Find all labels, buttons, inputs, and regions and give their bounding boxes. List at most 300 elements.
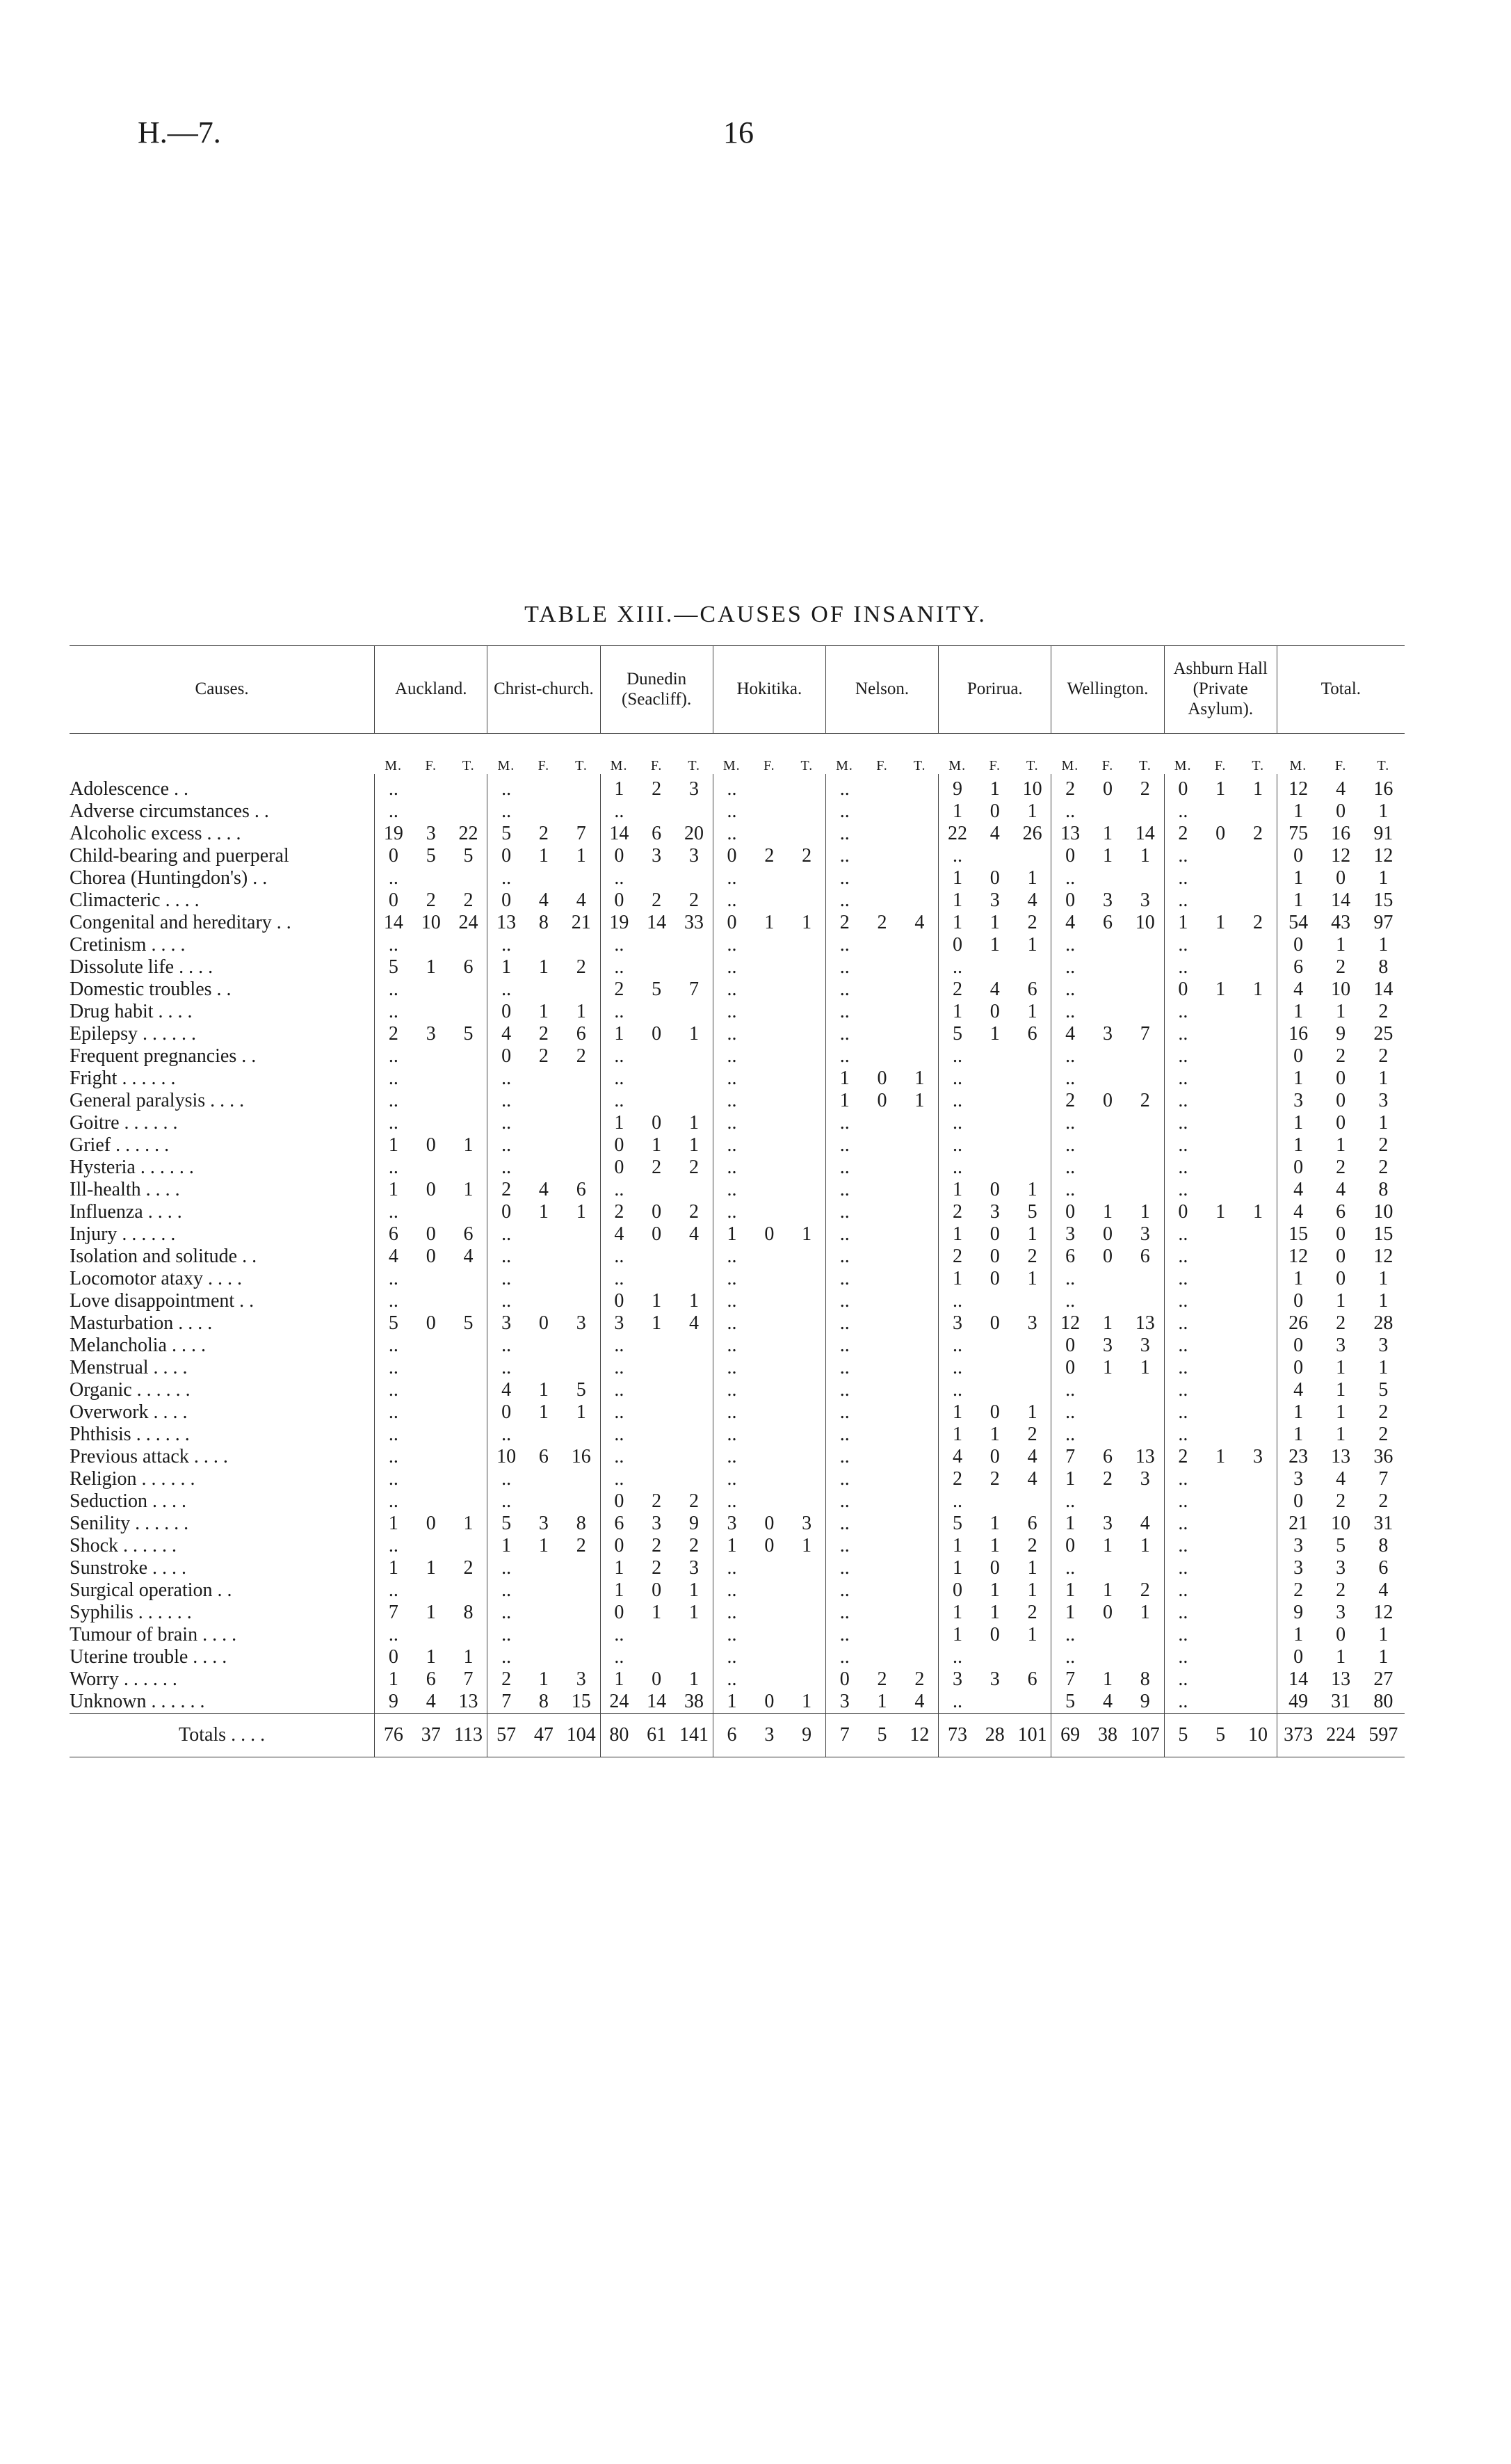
table-cell: 0: [764, 1691, 775, 1712]
table-cell: ..: [1164, 1290, 1202, 1312]
table-cell: ..: [487, 1157, 525, 1179]
table-cell: 1: [939, 800, 976, 823]
table-cell: [1089, 979, 1126, 1001]
table-cell: 5: [576, 1379, 586, 1401]
table-cell: ..: [1051, 1424, 1089, 1446]
table-cell: [563, 1357, 600, 1379]
table-cell: ..: [825, 1335, 863, 1357]
table-row: [70, 1579, 1405, 1602]
table-cell: [750, 956, 788, 979]
table-cell: ..: [600, 1646, 638, 1668]
table-cell: 0: [1102, 778, 1113, 800]
table-cell: [1126, 1646, 1164, 1668]
table-cell: [901, 1557, 939, 1579]
table-cell: 36: [1373, 1446, 1393, 1467]
table-cell: ..: [600, 1068, 638, 1090]
table-cell: 1: [1378, 1112, 1389, 1134]
table-cell: ..: [713, 1379, 750, 1401]
table-cell: ..: [713, 1068, 750, 1090]
table-cell: [1202, 1223, 1239, 1246]
table-cell: ..: [825, 889, 863, 912]
table-cell: 0: [1336, 867, 1346, 889]
table-cell: [788, 867, 825, 889]
table-cell: 2: [688, 889, 699, 911]
table-cell: [1202, 1379, 1239, 1401]
table-cell: ..: [825, 1157, 863, 1179]
table-cell: [675, 956, 713, 979]
table-cell: [412, 979, 450, 1001]
table-cell: 28: [1373, 1312, 1393, 1334]
sub-header-4-0: M.: [836, 758, 853, 773]
table-cell: ..: [939, 1112, 976, 1134]
table-cell: 1: [426, 956, 436, 978]
table-cell: [412, 1157, 450, 1179]
table-cell: [1126, 1045, 1164, 1068]
table-cell: [750, 889, 788, 912]
table-cell: 107: [1126, 1714, 1164, 1757]
table-cell: [525, 1602, 563, 1624]
table-cell: [1239, 845, 1277, 867]
table-cell: ..: [375, 1535, 412, 1557]
table-cell: [1202, 1179, 1239, 1201]
table-cell: 1: [688, 1112, 699, 1134]
table-cell: ..: [713, 956, 750, 979]
table-cell: 0: [939, 934, 976, 956]
table-cell: [788, 1045, 825, 1068]
table-cell: [750, 934, 788, 956]
table-cell: [1202, 1424, 1239, 1446]
table-cell: 22: [939, 823, 976, 845]
table-cell: ..: [939, 1490, 976, 1513]
table-row: [70, 889, 1405, 912]
table-cell: 9: [375, 1691, 412, 1714]
table-cell: [864, 774, 901, 800]
table-cell: 0: [652, 1668, 662, 1690]
table-cell: [976, 1357, 1014, 1379]
table-cell: [864, 1624, 901, 1646]
table-row: [70, 934, 1405, 956]
table-cell: 0: [487, 1045, 525, 1068]
table-cell: 27: [1373, 1668, 1393, 1690]
table-cell: ..: [1164, 1312, 1202, 1335]
table-cell: [563, 1090, 600, 1112]
table-cell: 3: [1277, 1535, 1319, 1557]
table-cell: 4: [487, 1023, 525, 1045]
table-cell: 4: [1277, 1201, 1319, 1223]
table-cell: [901, 1602, 939, 1624]
table-cell: 7: [1051, 1446, 1089, 1468]
table-cell: 12: [1373, 845, 1393, 867]
table-cell: 4: [463, 1246, 474, 1267]
table-cell: 9: [1336, 1023, 1346, 1045]
table-cell: 3: [538, 1513, 549, 1534]
table-cell: 1: [688, 1579, 699, 1601]
table-cell: [864, 1023, 901, 1045]
table-cell: 1: [600, 774, 638, 800]
table-cell: 0: [487, 889, 525, 912]
table-cell: [901, 845, 939, 867]
table-cell: [864, 800, 901, 823]
table-cell: 19: [375, 823, 412, 845]
table-cell: 1: [989, 934, 1000, 956]
table-cell: 6: [1378, 1557, 1389, 1579]
table-cell: [788, 1602, 825, 1624]
table-row: [70, 1490, 1405, 1513]
table-cell: 0: [487, 1201, 525, 1223]
cause-name: Totals . . . .: [70, 1714, 375, 1757]
table-cell: 1: [688, 1290, 699, 1312]
table-cell: [1202, 956, 1239, 979]
table-cell: ..: [713, 1557, 750, 1579]
table-cell: [638, 1468, 675, 1490]
group-header-8: Total.: [1277, 646, 1405, 734]
table-cell: 3: [1102, 1335, 1113, 1356]
table-cell: [450, 1090, 487, 1112]
table-cell: 9: [688, 1513, 699, 1534]
table-cell: 2: [688, 1157, 699, 1178]
table-cell: 91: [1373, 823, 1393, 844]
table-cell: [901, 1023, 939, 1045]
cause-name: Previous attack . . . .: [70, 1446, 228, 1467]
table-cell: 2: [825, 912, 863, 934]
table-cell: [1126, 1490, 1164, 1513]
table-cell: 6: [426, 1668, 436, 1690]
table-cell: 0: [989, 800, 1000, 822]
table-cell: [788, 1246, 825, 1268]
table-cell: 1: [1336, 934, 1346, 956]
table-cell: ..: [600, 1424, 638, 1446]
cause-name: Dissolute life . . . .: [70, 956, 213, 978]
table-cell: [638, 1268, 675, 1290]
table-cell: 4: [1336, 1468, 1346, 1490]
group-header-0: Auckland.: [375, 646, 487, 734]
table-cell: [901, 1312, 939, 1335]
table-cell: 3: [1336, 1602, 1346, 1623]
table-cell: [750, 1357, 788, 1379]
table-cell: ..: [939, 1379, 976, 1401]
table-row: [70, 1424, 1405, 1446]
sub-header-5-2: T.: [1026, 758, 1039, 773]
table-cell: ..: [1051, 1001, 1089, 1023]
table-cell: [638, 956, 675, 979]
table-cell: 1: [1378, 934, 1389, 956]
cause-name: Epilepsy . . . . . .: [70, 1023, 196, 1045]
table-cell: 16: [1373, 778, 1393, 800]
table-cell: 3: [600, 1312, 638, 1335]
table-cell: ..: [1051, 1557, 1089, 1579]
table-cell: ..: [1051, 1624, 1089, 1646]
table-row: [70, 1090, 1405, 1112]
table-cell: 0: [1051, 1357, 1089, 1379]
table-cell: ..: [487, 1134, 525, 1157]
table-cell: [864, 956, 901, 979]
table-cell: [450, 1045, 487, 1068]
table-cell: 12: [1277, 1246, 1319, 1268]
table-row: [70, 1646, 1405, 1668]
table-cell: 4: [600, 1223, 638, 1246]
cause-name: Drug habit . . . .: [70, 1001, 193, 1022]
table-cell: 1: [487, 956, 525, 979]
table-cell: 3: [939, 1312, 976, 1335]
table-cell: [412, 1001, 450, 1023]
table-cell: 0: [600, 1134, 638, 1157]
table-cell: 1: [877, 1691, 887, 1712]
table-cell: [675, 934, 713, 956]
table-cell: [1089, 800, 1126, 823]
cause-name: Sunstroke . . . .: [70, 1557, 186, 1579]
table-row: [70, 823, 1405, 845]
table-cell: 0: [1277, 1357, 1319, 1379]
table-cell: 0: [877, 1090, 887, 1111]
table-cell: [675, 800, 713, 823]
sub-header-8-0: M.: [1289, 758, 1307, 773]
table-cell: 0: [1102, 1246, 1113, 1267]
table-cell: [675, 1357, 713, 1379]
table-cell: [1089, 1068, 1126, 1090]
table-cell: [412, 1490, 450, 1513]
table-cell: [1089, 1646, 1126, 1668]
table-cell: [788, 1468, 825, 1490]
table-cell: [788, 1490, 825, 1513]
table-cell: 1: [713, 1223, 750, 1246]
table-cell: [1202, 1646, 1239, 1668]
table-cell: 14: [1277, 1668, 1319, 1691]
table-cell: [1239, 1068, 1277, 1090]
table-cell: ..: [487, 1268, 525, 1290]
table-cell: 13: [1331, 1668, 1351, 1690]
table-cell: 1: [1051, 1468, 1089, 1490]
table-cell: [638, 1424, 675, 1446]
table-cell: [1202, 1001, 1239, 1023]
table-cell: [750, 867, 788, 889]
table-cell: 1: [989, 1023, 1000, 1045]
table-cell: [1126, 1068, 1164, 1090]
table-cell: [525, 1068, 563, 1090]
table-row: [70, 1045, 1405, 1068]
table-cell: [1126, 1268, 1164, 1290]
table-cell: [1202, 1513, 1239, 1535]
table-cell: 2: [1378, 1157, 1389, 1178]
table-cell: [563, 1424, 600, 1446]
table-cell: [901, 1401, 939, 1424]
sub-header-1-0: M.: [497, 758, 515, 773]
table-cell: 1: [538, 1535, 549, 1556]
table-cell: 20: [684, 823, 704, 844]
table-cell: [901, 1535, 939, 1557]
table-cell: 3: [1140, 1335, 1150, 1356]
table-cell: 1: [1215, 912, 1226, 933]
table-cell: ..: [825, 1624, 863, 1646]
table-cell: 0: [1051, 889, 1089, 912]
table-cell: 14: [1135, 823, 1155, 844]
table-cell: ..: [600, 934, 638, 956]
table-cell: ..: [713, 1290, 750, 1312]
table-cell: 49: [1277, 1691, 1319, 1714]
table-cell: 6: [713, 1714, 750, 1757]
table-cell: [976, 1290, 1014, 1312]
table-cell: [675, 1468, 713, 1490]
table-cell: [1126, 1424, 1164, 1446]
table-cell: [750, 1557, 788, 1579]
table-cell: [1089, 956, 1126, 979]
table-cell: [1089, 1001, 1126, 1023]
table-row: [70, 1134, 1405, 1157]
table-cell: 0: [825, 1668, 863, 1691]
table-cell: ..: [375, 1001, 412, 1023]
table-cell: ..: [375, 1624, 412, 1646]
table-cell: ..: [1164, 1602, 1202, 1624]
table-cell: ..: [713, 823, 750, 845]
table-cell: [412, 1201, 450, 1223]
group-header-row: [70, 646, 1405, 734]
table-cell: [788, 1335, 825, 1357]
table-row: [70, 1602, 1405, 1624]
table-cell: ..: [713, 1490, 750, 1513]
table-cell: [525, 1246, 563, 1268]
table-cell: 1: [1027, 1624, 1037, 1645]
table-cell: [412, 1290, 450, 1312]
table-cell: [901, 1179, 939, 1201]
table-cell: [412, 1624, 450, 1646]
table-cell: [1239, 1090, 1277, 1112]
table-cell: ..: [1164, 1646, 1202, 1668]
table-cell: 15: [1373, 889, 1393, 911]
table-cell: ..: [375, 1201, 412, 1223]
table-cell: ..: [825, 1646, 863, 1668]
table-cell: [525, 1490, 563, 1513]
table-cell: 13: [458, 1691, 478, 1712]
table-cell: 2: [939, 1246, 976, 1268]
table-cell: 6: [1336, 1201, 1346, 1223]
table-cell: [750, 1401, 788, 1424]
table-cell: [525, 1624, 563, 1646]
table-cell: [1014, 845, 1051, 867]
table-cell: 5: [487, 1513, 525, 1535]
table-cell: [901, 1290, 939, 1312]
table-cell: 3: [1378, 1090, 1389, 1111]
table-cell: [864, 1246, 901, 1268]
table-cell: 2: [538, 1023, 549, 1045]
table-cell: 0: [1277, 845, 1319, 867]
table-cell: [563, 1290, 600, 1312]
table-cell: [412, 1268, 450, 1290]
table-cell: 12: [1051, 1312, 1089, 1335]
table-cell: 1: [914, 1090, 925, 1111]
table-cell: 2: [877, 912, 887, 933]
table-cell: ..: [375, 1157, 412, 1179]
table-cell: ..: [713, 1023, 750, 1045]
table-cell: [976, 1112, 1014, 1134]
table-cell: [864, 1557, 901, 1579]
table-cell: 1: [576, 1001, 586, 1022]
table-row: [70, 1112, 1405, 1134]
table-cell: 10: [1331, 979, 1351, 1000]
sub-header-5-1: F.: [989, 758, 1001, 773]
table-cell: [1202, 800, 1239, 823]
table-cell: 43: [1331, 912, 1351, 933]
table-cell: [563, 800, 600, 823]
table-cell: ..: [1164, 1379, 1202, 1401]
page-number: 16: [723, 115, 754, 150]
table-row: [70, 1468, 1405, 1490]
table-cell: 1: [1378, 1068, 1389, 1089]
cause-name: Frequent pregnancies . .: [70, 1045, 257, 1067]
table-cell: [1089, 1424, 1126, 1446]
table-cell: ..: [825, 1290, 863, 1312]
table-cell: 1: [1140, 1535, 1150, 1556]
table-cell: [750, 800, 788, 823]
table-cell: [864, 1179, 901, 1201]
table-cell: [901, 1134, 939, 1157]
table-cell: 2: [1336, 1312, 1346, 1334]
table-cell: 2: [576, 956, 586, 978]
table-cell: 0: [652, 1112, 662, 1134]
table-cell: 1: [375, 1557, 412, 1579]
table-cell: 10: [1373, 1201, 1393, 1223]
table-cell: [976, 1068, 1014, 1090]
table-cell: [1202, 867, 1239, 889]
table-cell: [1239, 1579, 1277, 1602]
table-cell: 1: [1215, 1201, 1226, 1223]
table-cell: 1: [487, 1535, 525, 1557]
table-cell: 1: [1336, 1401, 1346, 1423]
table-cell: [675, 867, 713, 889]
table-cell: [563, 1646, 600, 1668]
table-cell: ..: [825, 956, 863, 979]
table-cell: 7: [1140, 1023, 1150, 1045]
table-row: [70, 1246, 1405, 1268]
table-cell: 1: [600, 1557, 638, 1579]
table-cell: [638, 934, 675, 956]
table-cell: ..: [939, 1646, 976, 1668]
causes-column-header: Causes.: [70, 646, 375, 734]
table-cell: 3: [750, 1714, 788, 1757]
causes-table: [70, 645, 1405, 1757]
table-cell: [450, 1535, 487, 1557]
table-cell: 2: [914, 1668, 925, 1690]
table-cell: [1239, 800, 1277, 823]
table-cell: [750, 1023, 788, 1045]
table-cell: ..: [713, 1424, 750, 1446]
table-row: [70, 979, 1405, 1001]
sub-header-row: [70, 734, 1405, 775]
table-cell: 3: [652, 1513, 662, 1534]
table-cell: 1: [1277, 1134, 1319, 1157]
table-cell: 0: [989, 1624, 1000, 1645]
table-cell: [901, 979, 939, 1001]
table-row: [70, 1001, 1405, 1023]
table-cell: [675, 1246, 713, 1268]
table-cell: ..: [939, 956, 976, 979]
table-cell: 4: [989, 823, 1000, 844]
table-cell: ..: [1164, 845, 1202, 867]
table-cell: 1: [939, 1268, 976, 1290]
table-cell: [750, 1246, 788, 1268]
table-row: [70, 1624, 1405, 1646]
table-cell: 5: [939, 1513, 976, 1535]
table-row: [70, 845, 1405, 867]
table-cell: 10: [487, 1446, 525, 1468]
table-cell: [1126, 1157, 1164, 1179]
table-cell: ..: [487, 1246, 525, 1268]
table-cell: 1: [1336, 1424, 1346, 1445]
table-cell: 0: [1277, 1335, 1319, 1357]
table-cell: 1: [463, 1179, 474, 1200]
table-cell: [788, 1424, 825, 1446]
table-cell: ..: [825, 1246, 863, 1268]
table-cell: ..: [713, 1646, 750, 1668]
table-cell: [1239, 1179, 1277, 1201]
